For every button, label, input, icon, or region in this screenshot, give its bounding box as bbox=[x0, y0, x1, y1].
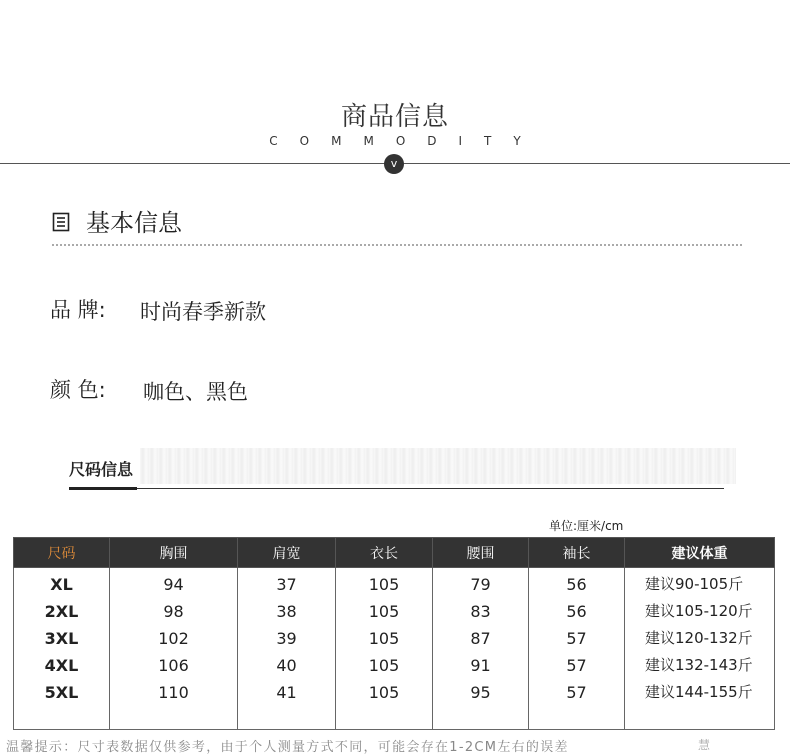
cell-weight: 建议105-120斤 bbox=[625, 595, 775, 622]
header-chest: 胸围 bbox=[110, 538, 238, 568]
cell-chest: 98 bbox=[110, 595, 238, 622]
cell-waist: 87 bbox=[433, 622, 529, 649]
cell-shoulder: 40 bbox=[238, 649, 336, 676]
cell-waist: 79 bbox=[433, 568, 529, 595]
table-row bbox=[14, 595, 775, 622]
table-row bbox=[14, 676, 775, 703]
cell-length: 105 bbox=[336, 622, 433, 649]
document-list-icon bbox=[52, 212, 70, 232]
cell-size: XL bbox=[14, 568, 110, 595]
cell-waist: 95 bbox=[433, 676, 529, 703]
size-divider bbox=[69, 488, 724, 489]
cell-weight: 建议90-105斤 bbox=[625, 568, 775, 595]
cell-length: 105 bbox=[336, 676, 433, 703]
table-row-empty bbox=[14, 703, 775, 730]
cell-size: 5XL bbox=[14, 676, 110, 703]
cell-chest: 94 bbox=[110, 568, 238, 595]
cell-weight: 建议144-155斤 bbox=[625, 676, 775, 703]
cell-shoulder: 41 bbox=[238, 676, 336, 703]
color-label: 颜 色: bbox=[50, 378, 106, 402]
header-waist: 腰围 bbox=[433, 538, 529, 568]
table-row bbox=[14, 568, 775, 595]
size-section-title: 尺码信息 bbox=[69, 460, 134, 479]
table-row bbox=[14, 622, 775, 649]
table-header-row bbox=[14, 538, 775, 568]
color-value: 咖色、黑色 bbox=[143, 380, 248, 404]
size-table bbox=[13, 537, 775, 730]
page-subtitle: COMMODITY bbox=[269, 134, 543, 148]
dotted-divider bbox=[52, 244, 742, 246]
cell-shoulder: 39 bbox=[238, 622, 336, 649]
cell-chest: 110 bbox=[110, 676, 238, 703]
table-row bbox=[14, 649, 775, 676]
size-title-band bbox=[140, 448, 736, 484]
unit-label: 单位:厘米/cm bbox=[549, 519, 624, 533]
cell-size: 3XL bbox=[14, 622, 110, 649]
brand-label: 品 牌: bbox=[50, 298, 106, 322]
cell-length: 105 bbox=[336, 649, 433, 676]
cell-waist: 83 bbox=[433, 595, 529, 622]
cell-sleeve: 57 bbox=[529, 676, 625, 703]
chevron-down-icon: v bbox=[384, 154, 404, 174]
cell-shoulder: 38 bbox=[238, 595, 336, 622]
cell-length: 105 bbox=[336, 595, 433, 622]
header-size: 尺码 bbox=[14, 538, 110, 568]
cell-chest: 106 bbox=[110, 649, 238, 676]
cell-sleeve: 56 bbox=[529, 595, 625, 622]
watermark-char: 慧 bbox=[698, 738, 711, 752]
brand-value: 时尚春季新款 bbox=[140, 300, 266, 324]
cell-size: 2XL bbox=[14, 595, 110, 622]
size-divider-accent bbox=[69, 487, 137, 490]
cell-sleeve: 57 bbox=[529, 649, 625, 676]
header-length: 衣长 bbox=[336, 538, 433, 568]
header-sleeve: 袖长 bbox=[529, 538, 625, 568]
cell-sleeve: 57 bbox=[529, 622, 625, 649]
cell-sleeve: 56 bbox=[529, 568, 625, 595]
cell-waist: 91 bbox=[433, 649, 529, 676]
cell-size: 4XL bbox=[14, 649, 110, 676]
cell-shoulder: 37 bbox=[238, 568, 336, 595]
size-tip: 温馨提示：尺寸表数据仅供参考，由于个人测量方式不同，可能会存在1-2CM左右的误差 bbox=[6, 740, 569, 754]
header-weight: 建议体重 bbox=[625, 538, 775, 568]
cell-weight: 建议132-143斤 bbox=[625, 649, 775, 676]
cell-weight: 建议120-132斤 bbox=[625, 622, 775, 649]
header-shoulder: 肩宽 bbox=[238, 538, 336, 568]
page-title: 商品信息 bbox=[340, 102, 449, 132]
basic-info-title: 基本信息 bbox=[86, 209, 182, 237]
cell-length: 105 bbox=[336, 568, 433, 595]
cell-chest: 102 bbox=[110, 622, 238, 649]
